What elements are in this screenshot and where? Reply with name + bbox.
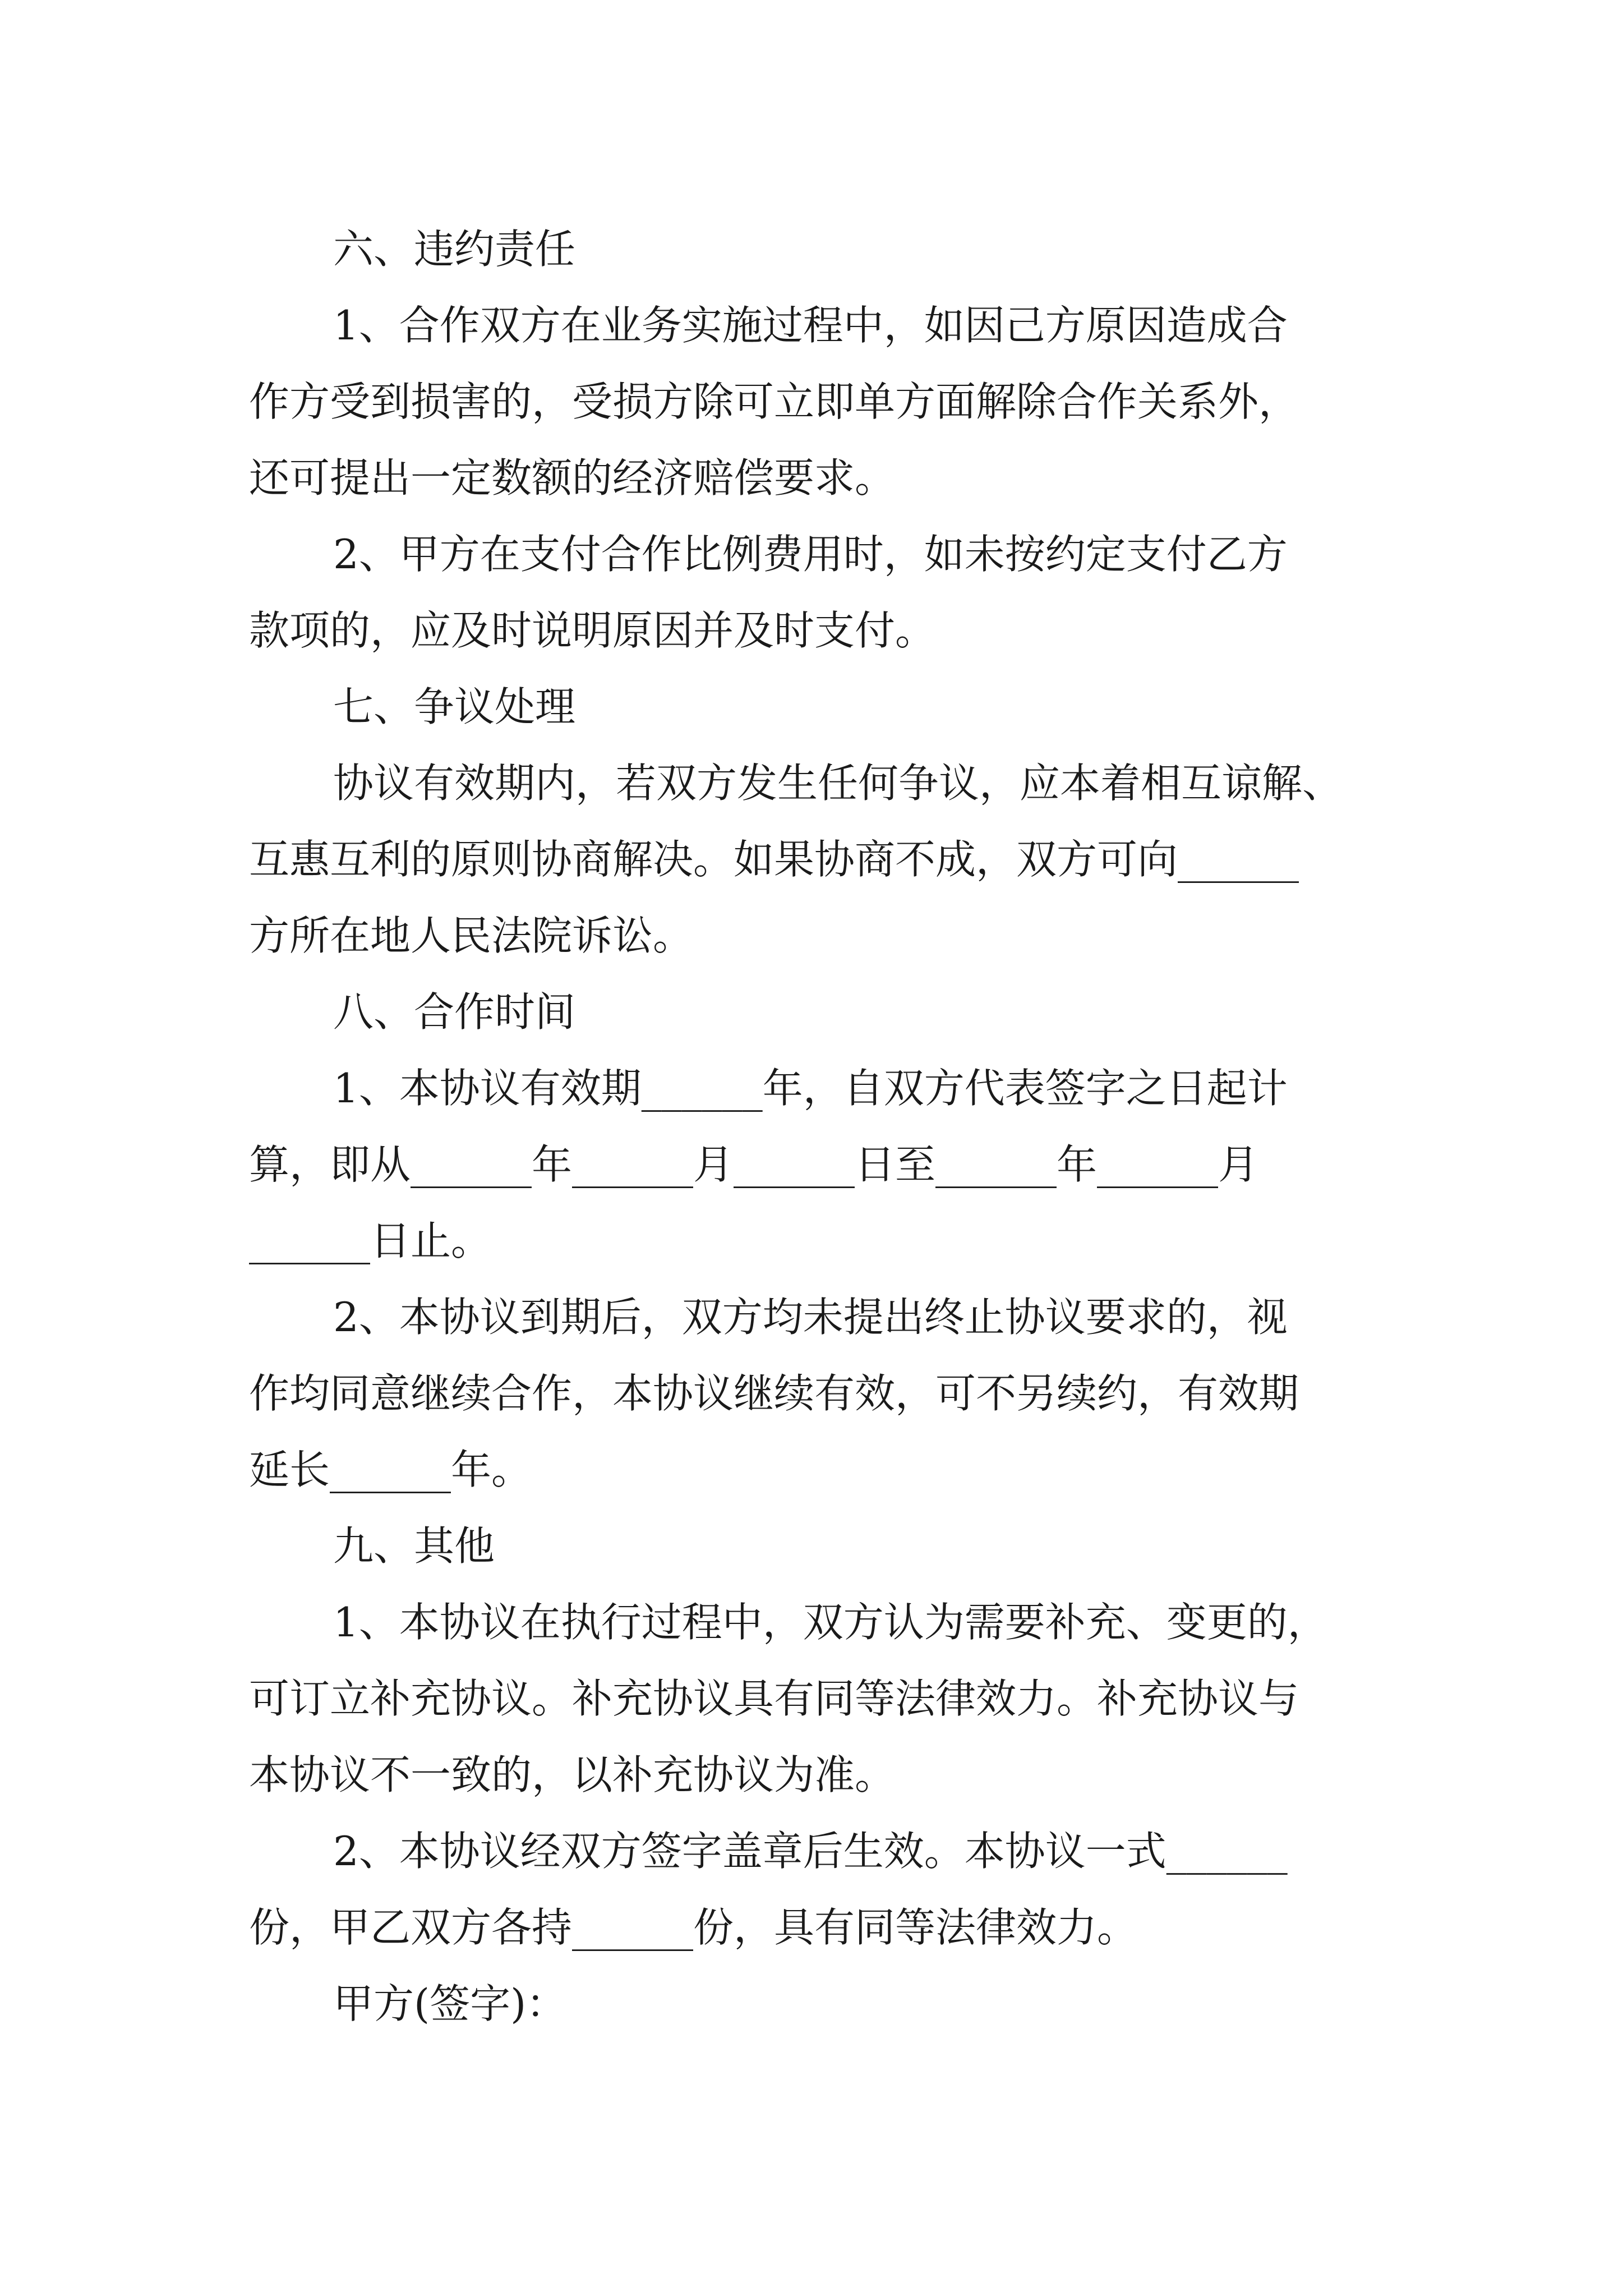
paragraph-line: ______日止。: [249, 1217, 492, 1264]
section-heading-dispute-resolution: 七、争议处理: [333, 683, 576, 730]
paragraph-line: 方所在地人民法院诉讼。: [249, 912, 694, 959]
paragraph-line: 2、本协议经双方签字盖章后生效。本协议一式______: [333, 1828, 1288, 1875]
paragraph-line: 1、本协议在执行过程中，双方认为需要补充、变更的，: [333, 1599, 1328, 1646]
paragraph-line: 本协议不一致的，以补充协议为准。: [249, 1751, 896, 1798]
paragraph-line: 算，即从______年______月______日至______年______月: [249, 1141, 1259, 1188]
paragraph-line: 可订立补充协议。补充协议具有同等法律效力。补充协议与: [249, 1675, 1299, 1722]
paragraph-line: 延长______年。: [249, 1446, 532, 1493]
paragraph-line: 2、甲方在支付合作比例费用时，如未按约定支付乙方: [333, 531, 1288, 578]
paragraph-line: 2、本协议到期后，双方均未提出终止协议要求的，视: [333, 1294, 1288, 1341]
paragraph-line: 作均同意继续合作，本协议继续有效，可不另续约，有效期: [249, 1370, 1299, 1417]
paragraph-line: 份，甲乙双方各持______份，具有同等法律效力。: [249, 1904, 1138, 1951]
paragraph-line: 还可提出一定数额的经济赔偿要求。: [249, 454, 896, 501]
signature-label-party-a: 甲方(签字)：: [333, 1980, 567, 2027]
paragraph-line: 1、本协议有效期______年，自双方代表签字之日起计: [333, 1065, 1288, 1112]
section-heading-cooperation-period: 八、合作时间: [333, 988, 576, 1036]
section-heading-breach-liability: 六、违约责任: [333, 226, 576, 273]
paragraph-line: 协议有效期内，若双方发生任何争议，应本着相互谅解、: [333, 760, 1343, 807]
paragraph-line: 作方受到损害的，受损方除可立即单方面解除合作关系外，: [249, 378, 1299, 425]
paragraph-line: 款项的，应及时说明原因并及时支付。: [249, 607, 936, 654]
paragraph-line: 1、合作双方在业务实施过程中，如因己方原因造成合: [333, 302, 1288, 349]
paragraph-line: 互惠互利的原则协商解决。如果协商不成，双方可向______: [249, 836, 1299, 883]
contract-text-body: [249, 211, 1376, 2042]
section-heading-other: 九、其他: [333, 1522, 495, 1570]
